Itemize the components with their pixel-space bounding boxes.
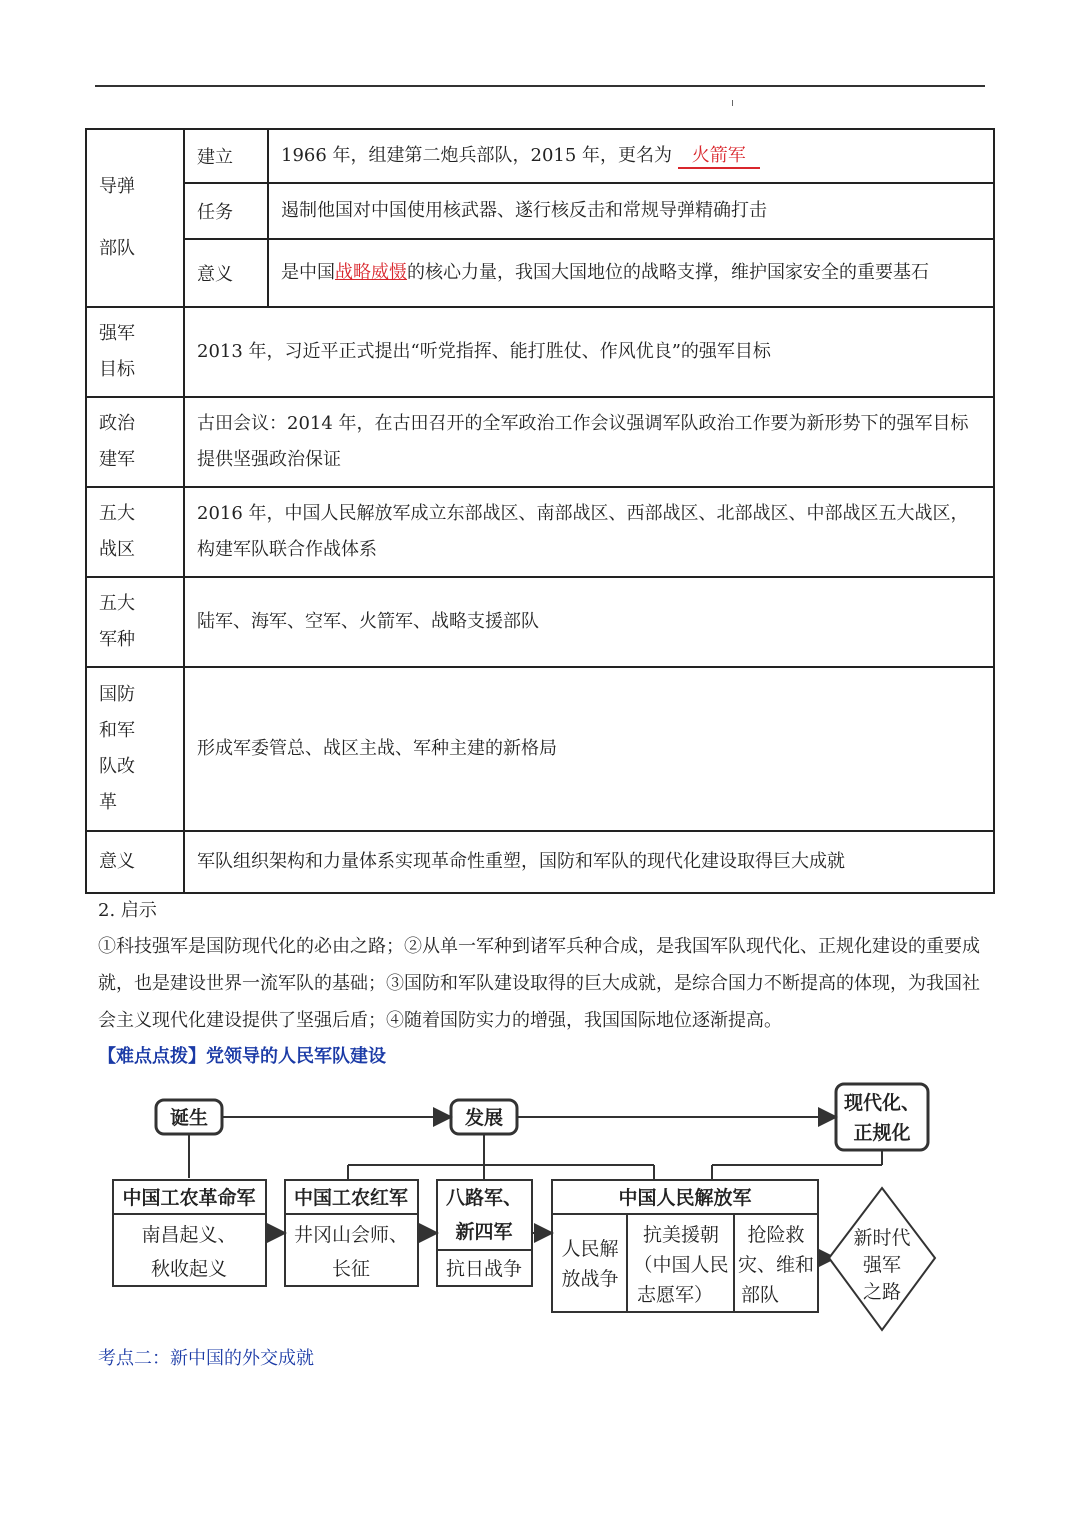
row-head-line: 战区 (99, 539, 135, 560)
missile-answer-blank: 火箭军 (678, 145, 760, 169)
row-body: 军队组织架构和力量体系实现革命性重塑，国防和军队的现代化建设取得巨大成就 (184, 831, 994, 893)
pla-col1-l1: 人民解 (561, 1238, 619, 1260)
missile-row-body: 遏制他国对中国使用核武器、遂行核反击和常规导弹精确打击 (268, 183, 994, 239)
row-head-line: 意义 (99, 851, 135, 872)
missile-row-label: 意义 (184, 239, 268, 307)
section-2-paragraph: ①科技强军是国防现代化的必由之路；②从单一军种到诸军兵种合成，是我国军队现代化、正规化建设的重要成就，也是建设世界一流军队的基础；③国防和军队建设取得的巨大成就，是综合国力不断提高的体现，为我国社会主义现代化建设提供了坚强后盾；④随着国防实力的增强，我国国际地位逐渐提高。 (98, 936, 980, 1031)
row-head-line: 五大 (99, 503, 135, 524)
stage-modern-l2: 正规化 (853, 1122, 911, 1144)
row-head-line: 强军 (99, 323, 135, 344)
pla-col3-l2: 灾、维和 (737, 1254, 815, 1276)
pla-col2-l2: （中国人民 (633, 1254, 729, 1276)
red-army-title: 中国工农红军 (293, 1187, 409, 1209)
section-2-title: 2. 启示 (98, 900, 157, 921)
revolution-army-l2: 秋收起义 (150, 1258, 228, 1280)
row-body: 陆军、海军、空军、火箭军、战略支援部队 (184, 577, 994, 667)
missile-head-l1: 导弹 (99, 176, 135, 197)
row-body: 形成军委管总、战区主战、军种主建的新格局 (184, 667, 994, 831)
row-head-line: 革 (99, 792, 117, 813)
missile-row-label: 任务 (184, 183, 268, 239)
row-head-line: 目标 (99, 359, 135, 380)
row-head-line: 和军 (99, 720, 135, 741)
row-head-line: 国防 (99, 684, 135, 705)
missile-head-l2: 部队 (99, 238, 135, 259)
row-head-line: 军种 (99, 629, 135, 650)
kaodian-title: 考点二：新中国的外交成就 (98, 1348, 314, 1369)
stage-modern-l1: 现代化、 (843, 1092, 921, 1114)
red-army-l2: 长征 (331, 1258, 371, 1280)
red-army-l1: 井冈山会师、 (293, 1224, 409, 1246)
diamond-l1: 新时代 (853, 1227, 911, 1249)
pla-title: 中国人民解放军 (618, 1187, 752, 1209)
pla-col3-l3: 部队 (740, 1284, 780, 1306)
row-body: 古田会议：2014 年，在古田召开的全军政治工作会议强调军队政治工作要为新形势下的强军目标提供坚强政治保证 (184, 397, 994, 487)
row-head-line: 政治 (99, 413, 135, 434)
row-body: 2016 年，中国人民解放军成立东部战区、南部战区、西部战区、北部战区、中部战区五大战区，构建军队联合作战体系 (184, 487, 994, 577)
diamond-l3: 之路 (862, 1281, 902, 1303)
missile-row-label: 建立 (184, 129, 268, 183)
eighth-route-title-l2: 新四军 (455, 1221, 513, 1243)
revolution-army-title: 中国工农革命军 (122, 1187, 256, 1209)
meaning-post: 的核心力量，我国大国地位的战略支撑，维护国家安全的重要基石 (407, 262, 929, 283)
pla-col2-l3: 志愿军） (636, 1284, 714, 1306)
missile-build-text: 1966 年，组建第二炮兵部队，2015 年，更名为 (281, 145, 673, 166)
eighth-route-sub: 抗日战争 (445, 1258, 523, 1280)
stage-develop-label: 发展 (464, 1107, 504, 1129)
row-head-line: 建军 (99, 449, 135, 470)
pla-col2-l1: 抗美援朝 (642, 1224, 720, 1246)
row-head-line: 队改 (99, 756, 135, 777)
pla-col3-l1: 抢险救 (747, 1224, 805, 1246)
revolution-army-l1: 南昌起义、 (141, 1224, 237, 1246)
diamond-l2: 强军 (862, 1254, 902, 1276)
meaning-pre: 是中国 (281, 262, 335, 283)
pla-col1-l2: 放战争 (561, 1268, 619, 1290)
meaning-highlight: 战略威慑 (335, 262, 407, 283)
eighth-route-title-l1: 八路军、 (445, 1187, 523, 1209)
stage-birth-label: 诞生 (169, 1107, 209, 1129)
difficulty-title: 【难点点拨】党领导的人民军队建设 (98, 1046, 386, 1067)
row-body: 2013 年，习近平正式提出“听党指挥、能打胜仗、作风优良”的强军目标 (184, 307, 994, 397)
row-head-line: 五大 (99, 593, 135, 614)
